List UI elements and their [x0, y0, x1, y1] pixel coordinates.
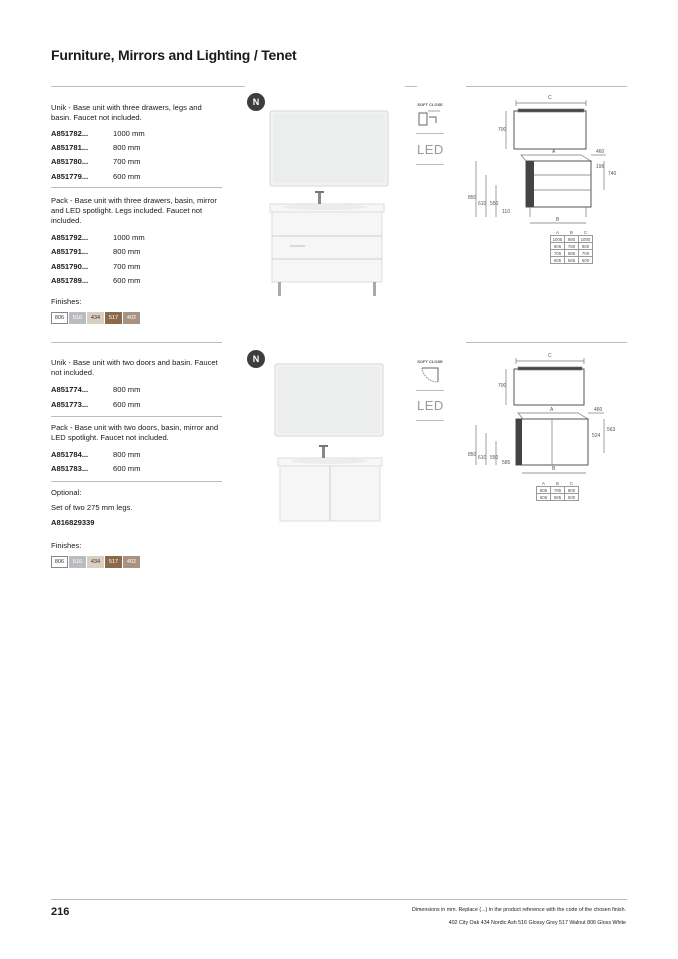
s1-new-badge: N	[247, 93, 265, 111]
swatch-402: 402	[123, 556, 140, 568]
s1-dimension-table	[550, 229, 593, 264]
s2-dim-c-top: C	[548, 353, 552, 359]
footer-finish-legend: 402 City Oak 434 Nordic Ash 516 Glossy Grey 517 Walnut 806 Gloss White	[448, 920, 626, 926]
s2-dim-524: 524	[592, 433, 601, 439]
s1-col-c: C	[583, 229, 588, 235]
s2-dim-610: 610	[478, 455, 487, 461]
s2-divider-2	[51, 481, 222, 482]
s1-led-icon: LED	[417, 142, 444, 157]
swatch-434: 434	[87, 312, 104, 324]
s1-dim-110: 110	[502, 209, 510, 215]
swatch-517: 517	[105, 312, 122, 324]
s2-cell: 600	[565, 494, 579, 501]
s1-dim-740: 740	[608, 171, 617, 177]
s1-dim-a: A	[552, 149, 556, 155]
swatch-402: 402	[123, 312, 140, 324]
s2-dim-700: 700	[498, 383, 507, 389]
s2-cell: 585	[551, 494, 565, 501]
s1-g2-ref-4: A851789...	[51, 276, 89, 285]
s1-divider	[51, 187, 222, 188]
s1-cell: 780	[565, 243, 579, 250]
s1-technical-drawing	[466, 95, 626, 275]
swatch-516: 516	[69, 556, 86, 568]
s1-g2-ref-3: A851790...	[51, 262, 89, 271]
s1-dim-850: 850	[468, 195, 477, 201]
s2-g1-ref-2: A851773...	[51, 400, 89, 409]
s1-g1-size-3: 700 mm	[113, 157, 141, 166]
swatch-517: 517	[105, 556, 122, 568]
s2-dim-585: 585	[502, 460, 511, 466]
s1-cell: 1005	[551, 236, 565, 243]
s1-cell: 685	[565, 250, 579, 257]
s2-col-b: B	[556, 480, 559, 486]
s1-cell: 605	[551, 257, 565, 264]
s2-dim-550: 550	[490, 455, 499, 461]
s2-icon-divider-1	[416, 390, 444, 391]
s1-cell: 700	[579, 250, 593, 257]
s1-finishes-label: Finishes:	[51, 297, 82, 306]
s1-g2-description: Pack - Base unit with three drawers, basin, mirror and LED spotlight. Legs included. Faucet not included.	[51, 196, 217, 225]
s1-g2-size-1: 1000 mm	[113, 233, 145, 242]
s1-soft-close-icon	[416, 102, 444, 130]
s1-g1-ref-4: A851779...	[51, 172, 89, 181]
s2-finishes-label: Finishes:	[51, 541, 82, 550]
s1-finish-swatches	[51, 312, 140, 324]
footer-rule	[51, 899, 627, 900]
s2-soft-close-icon	[416, 359, 444, 387]
s2-cell: 605	[537, 494, 551, 501]
s1-icon-divider-1	[416, 133, 444, 134]
s1-dim-550: 550	[490, 201, 499, 207]
swatch-806: 806	[51, 312, 68, 324]
s2-new-badge: N	[247, 350, 265, 368]
s2-g2-description: Pack - Base unit with two doors, basin, mirror and LED spotlight. Faucet not included.	[51, 423, 219, 442]
s1-cell: 800	[579, 243, 593, 250]
s1-g1-ref-3: A851780...	[51, 157, 89, 166]
footer-note: Dimensions in mm. Replace (...) in the product reference with the code of the chosen finish.	[411, 907, 626, 913]
s2-dimension-table	[536, 480, 579, 501]
s1-dim-b: B	[556, 217, 560, 223]
s1-cell: 980	[565, 236, 579, 243]
s2-optional-desc: Set of two 275 mm legs.	[51, 503, 133, 512]
s1-g1-ref-2: A851781...	[51, 143, 89, 152]
s2-cell: 805	[537, 487, 551, 494]
s2-dim-563: 563	[607, 427, 616, 433]
s1-g2-ref-1: A851792...	[51, 233, 89, 242]
s2-g2-ref-1: A851784...	[51, 450, 89, 459]
s1-g1-size-2: 800 mm	[113, 143, 141, 152]
s2-dim-850: 850	[468, 452, 477, 458]
s2-col-a: A	[542, 480, 545, 486]
s1-cell: 1000	[579, 236, 593, 243]
s2-g1-description: Unik - Base unit with two doors and basin. Faucet not included.	[51, 358, 218, 377]
s1-icon-divider-2	[416, 164, 444, 165]
s2-product-illustration	[245, 342, 405, 532]
s2-g2-ref-2: A851783...	[51, 464, 89, 473]
s2-dim-b: B	[552, 466, 556, 472]
s1-dim-196: 196	[596, 164, 605, 170]
s2-g1-size-2: 600 mm	[113, 400, 141, 409]
swatch-516: 516	[69, 312, 86, 324]
page-title: Furniture, Mirrors and Lighting / Tenet	[51, 47, 297, 63]
s1-g2-size-3: 700 mm	[113, 262, 141, 271]
s2-g1-ref-1: A851774...	[51, 385, 89, 394]
s2-dim-460: 460	[594, 407, 603, 413]
s2-divider-1	[51, 416, 222, 417]
s2-col-c: C	[569, 480, 574, 486]
s2-soft-close-label: SOFT CLOSE	[417, 359, 443, 364]
s1-dim-460: 460	[596, 149, 605, 155]
s1-g2-ref-2: A851791...	[51, 247, 89, 256]
s2-optional-ref: A816829339	[51, 518, 95, 527]
swatch-806: 806	[51, 556, 68, 568]
page-number: 216	[51, 906, 70, 918]
s2-cell: 785	[551, 487, 565, 494]
s2-g2-size-2: 600 mm	[113, 464, 141, 473]
s2-g1-size-1: 800 mm	[113, 385, 141, 394]
s1-soft-close-label: SOFT CLOSE	[417, 102, 443, 107]
s2-g2-size-1: 800 mm	[113, 450, 141, 459]
s1-g1-size-1: 1000 mm	[113, 129, 145, 138]
s1-dim-610: 610	[478, 201, 487, 207]
top-rule-right	[466, 86, 627, 87]
s2-finish-swatches	[51, 556, 140, 568]
mid-rule-right	[466, 342, 627, 343]
s1-col-a: A	[556, 229, 559, 235]
s2-cell: 800	[565, 487, 579, 494]
s1-g1-size-4: 600 mm	[113, 172, 141, 181]
s1-dim-700: 700	[498, 127, 507, 133]
s2-dim-a: A	[550, 407, 554, 413]
s1-product-photo	[245, 86, 405, 316]
s1-g2-size-2: 800 mm	[113, 247, 141, 256]
s2-led-icon: LED	[417, 398, 444, 413]
s1-g2-size-4: 600 mm	[113, 276, 141, 285]
s1-cell: 805	[551, 243, 565, 250]
s1-g1-ref-1: A851782...	[51, 129, 89, 138]
s2-technical-drawing	[466, 353, 626, 513]
mid-rule-left	[51, 342, 222, 343]
s1-col-b: B	[570, 229, 573, 235]
s1-g1-description: Unik - Base unit with three drawers, legs and basin. Faucet not included.	[51, 103, 202, 122]
s2-icon-divider-2	[416, 420, 444, 421]
s2-product-photo	[245, 342, 405, 532]
s2-optional-label: Optional:	[51, 488, 82, 497]
s1-product-illustration	[245, 86, 405, 316]
s1-cell: 705	[551, 250, 565, 257]
s1-cell: 600	[579, 257, 593, 264]
swatch-434: 434	[87, 556, 104, 568]
s1-cell: 585	[565, 257, 579, 264]
s1-dim-c-top: C	[548, 95, 552, 101]
